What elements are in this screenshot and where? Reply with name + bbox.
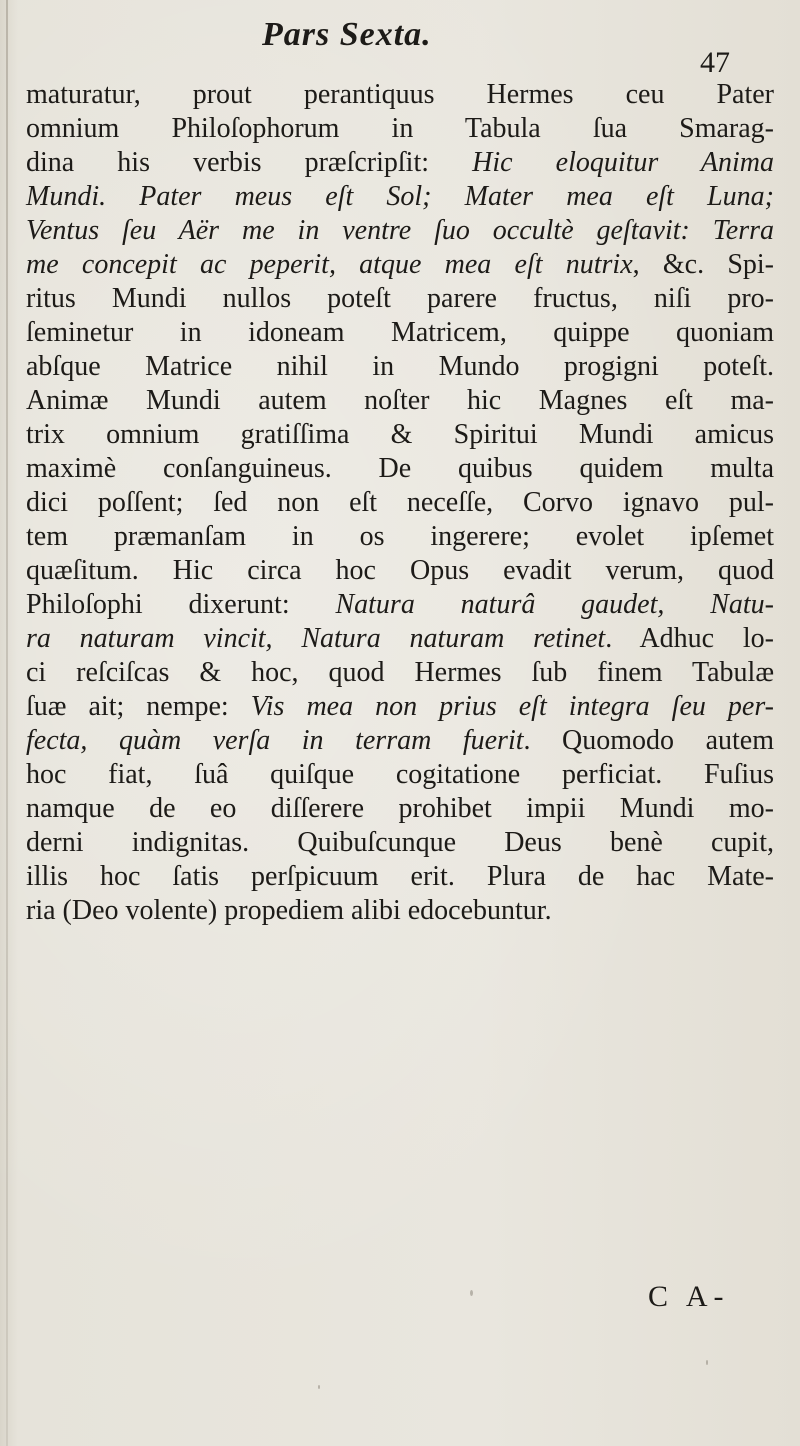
text-line — [26, 792, 774, 826]
text-line — [26, 588, 774, 622]
text-run: quæſitum. Hic circa hoc Opus evadit verum, quod — [26, 555, 774, 586]
text-line — [26, 826, 774, 860]
text-line — [26, 248, 774, 282]
text-run: ria (Deo volente) propediem alibi edocebuntur. — [26, 895, 552, 926]
text-line — [26, 384, 774, 418]
text-run: tem præmanſam in os ingerere; evolet ipſemet — [26, 521, 774, 552]
page-header — [0, 6, 800, 79]
paper-speck — [470, 1290, 473, 1296]
page-number: 47 — [700, 46, 730, 79]
text-run: abſque Matrice nihil in Mundo progigni poteſt. — [26, 351, 774, 382]
running-head: Pars Sexta. — [262, 16, 432, 53]
italic-quotation: me concepit ac peperit, atque mea eſt nutrix — [26, 249, 633, 280]
text-run: hoc fiat, ſuâ quiſque cogitatione perficiat. Fuſius — [26, 759, 774, 790]
text-line — [26, 282, 774, 316]
text-line — [26, 180, 774, 214]
text-run: . Quomodo autem — [523, 725, 775, 756]
text-run: dina his verbis præſcripſit: — [26, 147, 473, 178]
text-run: dici poſſent; ſed non eſt neceſſe, Corvo ignavo pul- — [26, 487, 774, 518]
text-line — [26, 146, 774, 180]
italic-quotation: fecta, quàm verſa in terram fuerit — [26, 725, 524, 756]
italic-quotation: Ventus ſeu Aër me in ventre ſuo occultè geſtavit: Terra — [26, 215, 774, 246]
italic-quotation: Natura naturâ gaudet, Natu- — [335, 589, 775, 620]
text-run: . Adhuc lo- — [605, 623, 774, 654]
text-line — [26, 78, 774, 112]
italic-quotation: ra naturam vincit, Natura naturam retinet — [26, 623, 606, 654]
text-run: , &c. Spi- — [632, 249, 775, 280]
catchword: C A- — [648, 1280, 730, 1313]
text-line — [26, 554, 774, 588]
text-line — [26, 656, 774, 690]
text-run: namque de eo diſſerere prohibet impii Mundi mo- — [26, 793, 774, 824]
text-run: ritus Mundi nullos poteſt parere fructus, niſi pro- — [26, 283, 774, 314]
text-line — [26, 860, 774, 894]
text-run: maturatur, prout perantiquus Hermes ceu Pater — [26, 79, 774, 110]
text-line — [26, 622, 774, 656]
italic-quotation: Hic eloquitur Anima — [472, 147, 774, 178]
italic-quotation: Mundi. Pater meus eſt Sol; Mater mea eſt Luna; — [26, 181, 774, 212]
text-run: derni indignitas. Quibuſcunque Deus benè cupit, — [26, 827, 774, 858]
text-run: maximè conſanguineus. De quibus quidem multa — [26, 453, 774, 484]
page-gutter-edge — [6, 0, 8, 1446]
text-line — [26, 112, 774, 146]
text-run: omnium Philoſophorum in Tabula ſua Smarag- — [26, 113, 774, 144]
text-run: trix omnium gratiſſima & Spiritui Mundi amicus — [26, 419, 774, 450]
text-line — [26, 214, 774, 248]
text-run: ci reſciſcas & hoc, quod Hermes ſub finem Tabulæ — [26, 657, 774, 688]
text-line — [26, 690, 774, 724]
text-line — [26, 894, 774, 928]
body-text — [26, 78, 774, 928]
paper-speck — [318, 1385, 320, 1389]
text-run: Philoſophi dixerunt: — [26, 589, 336, 620]
text-line — [26, 724, 774, 758]
italic-quotation: Vis mea non prius eſt integra ſeu per- — [250, 691, 774, 722]
text-line — [26, 758, 774, 792]
text-line — [26, 486, 774, 520]
text-run: Animæ Mundi autem noſter hic Magnes eſt ma- — [26, 385, 774, 416]
text-line — [26, 452, 774, 486]
text-line — [26, 520, 774, 554]
text-run: illis hoc ſatis perſpicuum erit. Plura de hac Mate- — [26, 861, 774, 892]
text-run: ſuæ ait; nempe: — [26, 691, 251, 722]
text-line — [26, 350, 774, 384]
text-run: ſeminetur in idoneam Matricem, quippe quoniam — [26, 317, 774, 348]
text-line — [26, 418, 774, 452]
text-line — [26, 316, 774, 350]
paper-speck — [706, 1360, 708, 1365]
